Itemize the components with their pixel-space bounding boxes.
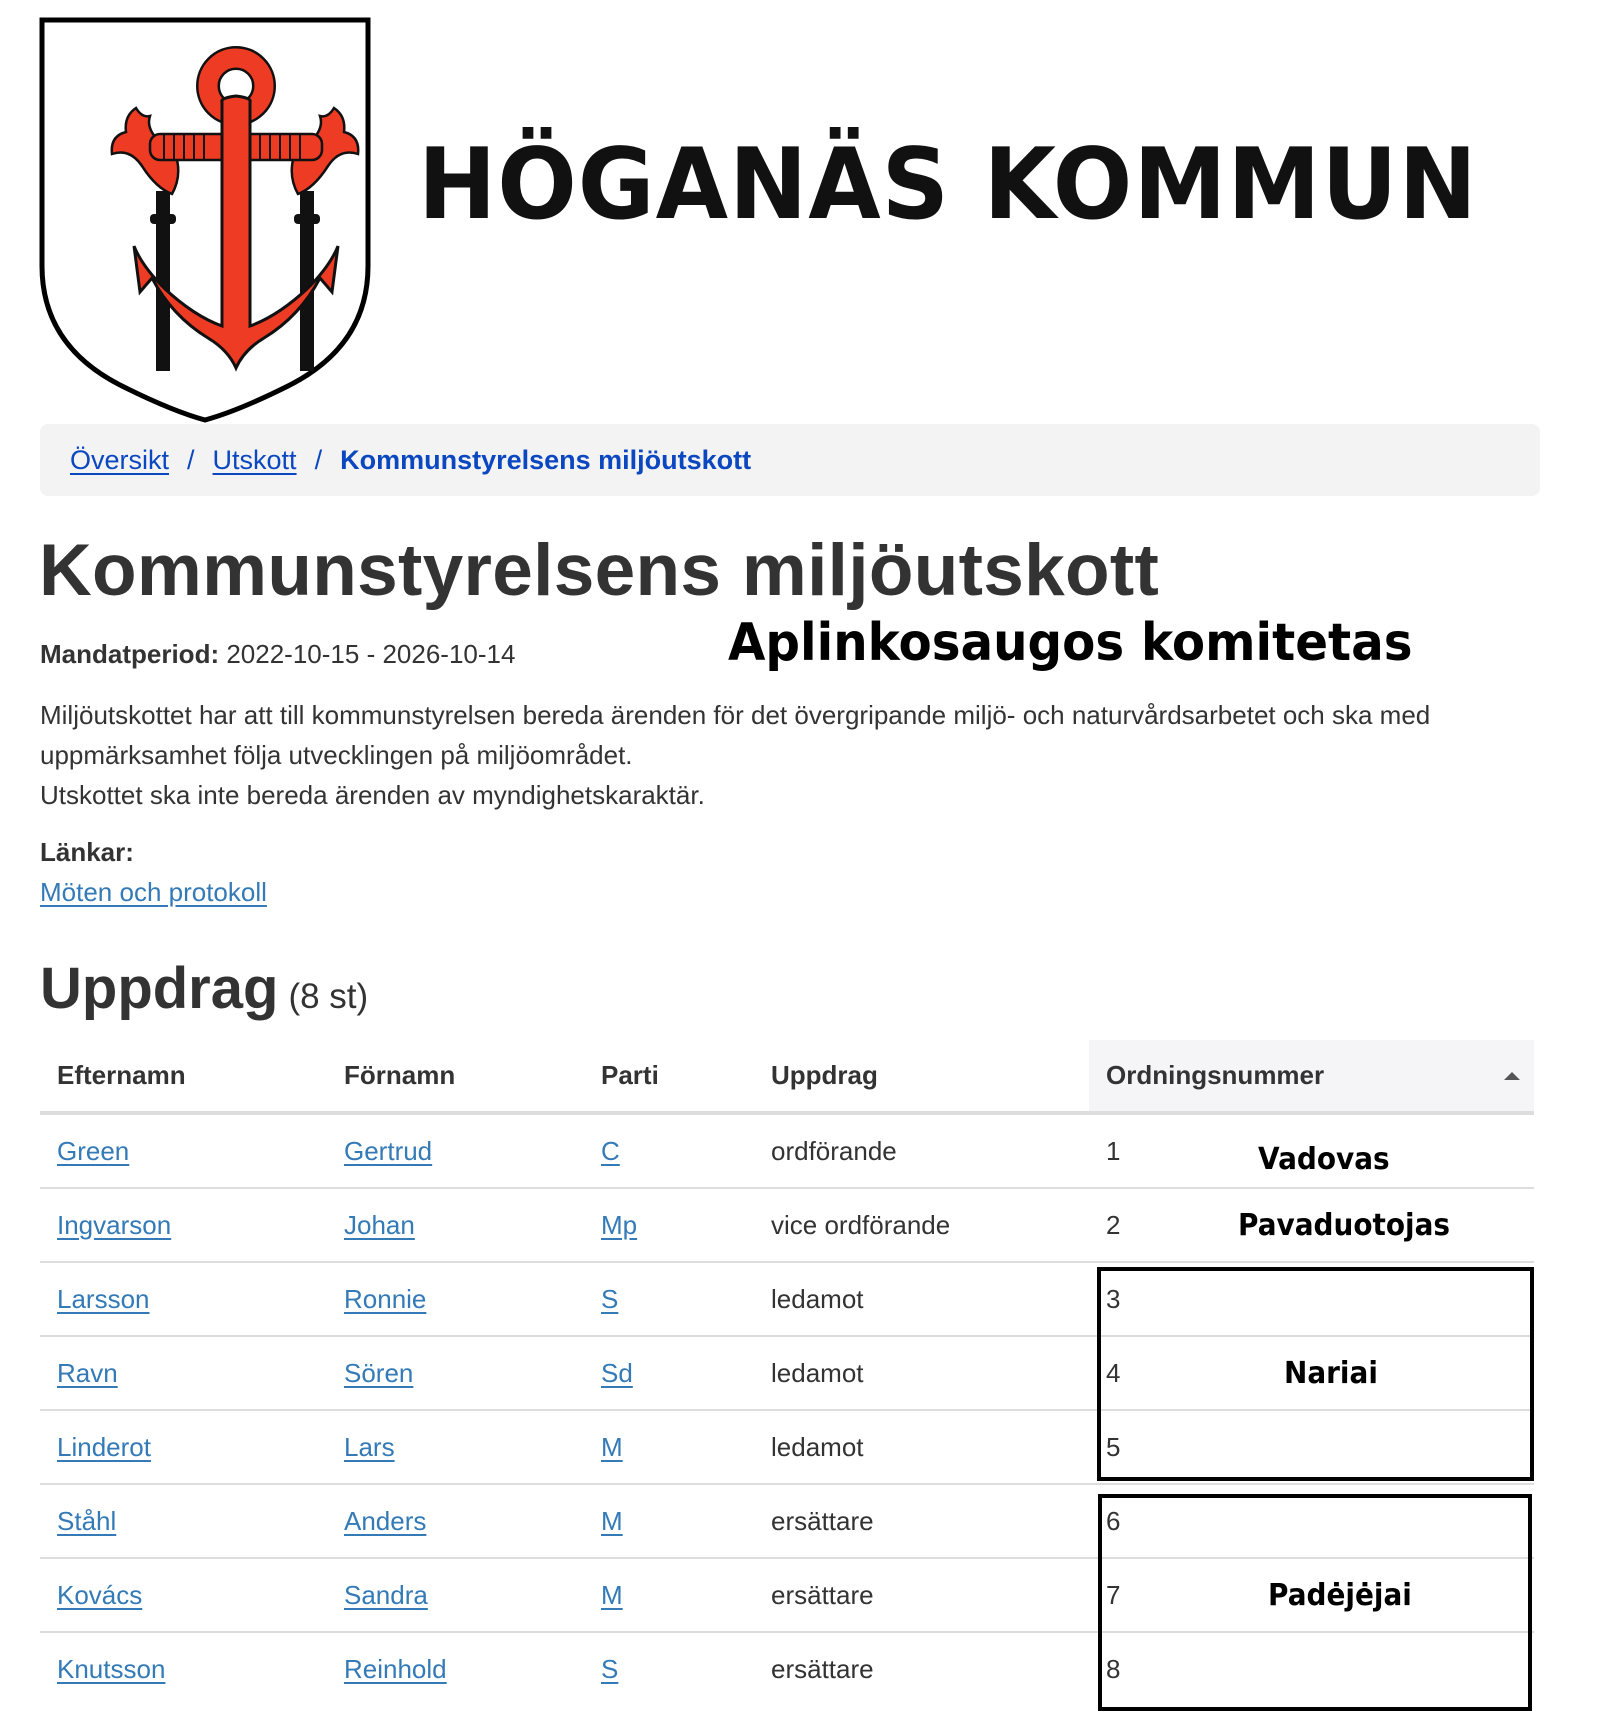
parti-link[interactable]: M [601,1431,623,1462]
cell-uppdrag: ersättare [771,1653,874,1684]
fornamn-link[interactable]: Reinhold [344,1653,447,1684]
column-header-ordningsnummer-label: Ordningsnummer [1106,1060,1325,1090]
fornamn-link[interactable]: Gertrud [344,1135,433,1166]
cell-nr: 4 [1089,1336,1534,1410]
breadcrumb-separator: / [314,444,323,475]
cell-uppdrag: ledamot [754,1410,1089,1484]
cell-uppdrag: ordförande [754,1113,1089,1188]
cell-parti [584,1632,754,1705]
cell-fornamn [327,1632,584,1705]
fornamn-link[interactable]: Lars [344,1431,395,1462]
cell-fornamn [327,1484,584,1558]
section-heading [40,955,368,1022]
cell-efternamn [40,1484,327,1558]
cell-fornamn [327,1113,584,1188]
cell-parti [584,1262,754,1336]
cell-parti [584,1484,754,1558]
anchor-coat-of-arms-icon [38,16,372,424]
parti-link[interactable]: Mp [601,1209,638,1240]
cell-nr: 8 [1106,1653,1121,1684]
breadcrumb-separator: / [187,444,195,475]
efternamn-link[interactable]: Ståhl [57,1505,117,1536]
annotation-label-padejejai: Padėjėjai [1268,1578,1412,1613]
efternamn-link[interactable]: Kovács [57,1579,143,1610]
description-line: Utskottet ska inte bereda ärenden av myndighetskaraktär. [40,780,705,810]
efternamn-link[interactable]: Knutsson [57,1653,166,1684]
cell-fornamn [327,1410,584,1484]
annotation-label-pavaduotojas: Pavaduotojas [1238,1208,1451,1243]
description-line: Miljöutskottet har att till kommunstyrelsen bereda ärenden för det övergripande miljö- och naturvårdsarbetet och ska med uppmärksamhet följa utvecklingen på miljöområdet. [40,700,1431,770]
cell-efternamn [40,1558,327,1632]
cell-uppdrag: vice ordförande [754,1188,1089,1262]
cell-efternamn [40,1113,327,1188]
cell-fornamn [327,1558,584,1632]
section-heading-title: Uppdrag [40,956,279,1021]
cell-efternamn [40,1188,327,1262]
meetings-and-minutes-link[interactable]: Möten och protokoll [40,877,267,907]
efternamn-link[interactable]: Larsson [57,1283,150,1314]
fornamn-link[interactable]: Ronnie [344,1283,427,1314]
breadcrumb-link-oversikt[interactable]: Översikt [70,444,170,475]
mandate-period [40,639,515,670]
cell-nr: 2 [1089,1188,1534,1262]
parti-link[interactable]: M [601,1579,623,1610]
breadcrumb-link-utskott[interactable]: Utskott [212,444,297,475]
cell-parti [584,1558,754,1632]
breadcrumb-current: Kommunstyrelsens miljöutskott [340,444,752,475]
cell-uppdrag: ledamot [754,1336,1089,1410]
fornamn-link[interactable]: Sören [344,1357,414,1388]
efternamn-link[interactable]: Ravn [57,1357,118,1388]
parti-link[interactable]: S [601,1283,619,1314]
column-header-parti[interactable]: Parti [584,1040,754,1113]
cell-nr: 7 [1089,1558,1534,1632]
mandate-period-value: 2022-10-15 - 2026-10-14 [226,639,516,669]
cell-efternamn [40,1632,327,1705]
cell-nr: 5 [1089,1410,1534,1484]
annotation-label-nariai: Nariai [1284,1356,1378,1391]
cell-fornamn [327,1262,584,1336]
site-name: HÖGANÄS KOMMUN [418,128,1478,242]
cell-fornamn [327,1336,584,1410]
parti-link[interactable]: C [601,1135,620,1166]
cell-nr: 3 [1089,1262,1534,1336]
description [40,695,1580,815]
fornamn-link[interactable]: Sandra [344,1579,428,1610]
column-header-ordningsnummer[interactable] [1089,1040,1534,1113]
cell-nr: 6 [1089,1484,1534,1558]
cell-uppdrag: ledamot [754,1262,1089,1336]
efternamn-link[interactable]: Ingvarson [57,1209,172,1240]
column-header-efternamn[interactable]: Efternamn [40,1040,327,1113]
fornamn-link[interactable]: Johan [344,1209,415,1240]
cell-parti [584,1113,754,1188]
cell-efternamn [40,1262,327,1336]
efternamn-link[interactable]: Green [57,1135,130,1166]
efternamn-link[interactable]: Linderot [57,1431,151,1462]
cell-parti [584,1188,754,1262]
parti-link[interactable]: S [601,1653,619,1684]
sort-ascending-icon[interactable] [1504,1072,1520,1080]
table-header-row [40,1040,1534,1113]
fornamn-link[interactable]: Anders [344,1505,427,1536]
cell-nr: 1 [1089,1113,1534,1188]
parti-link[interactable]: Sd [601,1357,633,1388]
cell-parti [584,1410,754,1484]
links-label: Länkar: [40,837,134,867]
breadcrumb [40,424,1540,496]
cell-uppdrag: ersättare [754,1558,1089,1632]
column-header-fornamn[interactable]: Förnamn [327,1040,584,1113]
assignment-count: (8 st) [288,977,369,1016]
annotation-title-translation: Aplinkosaugos komitetas [728,613,1413,673]
page-title: Kommunstyrelsens miljöutskott [39,530,1160,611]
column-header-uppdrag[interactable]: Uppdrag [754,1040,1089,1113]
coat-of-arms-logo [38,16,372,424]
cell-efternamn [40,1410,327,1484]
annotation-label-vadovas: Vadovas [1258,1142,1390,1177]
mandate-period-label: Mandatperiod: [40,639,220,669]
cell-fornamn [327,1188,584,1262]
cell-parti [584,1336,754,1410]
cell-uppdrag: ersättare [754,1484,1089,1558]
cell-efternamn [40,1336,327,1410]
parti-link[interactable]: M [601,1505,623,1536]
